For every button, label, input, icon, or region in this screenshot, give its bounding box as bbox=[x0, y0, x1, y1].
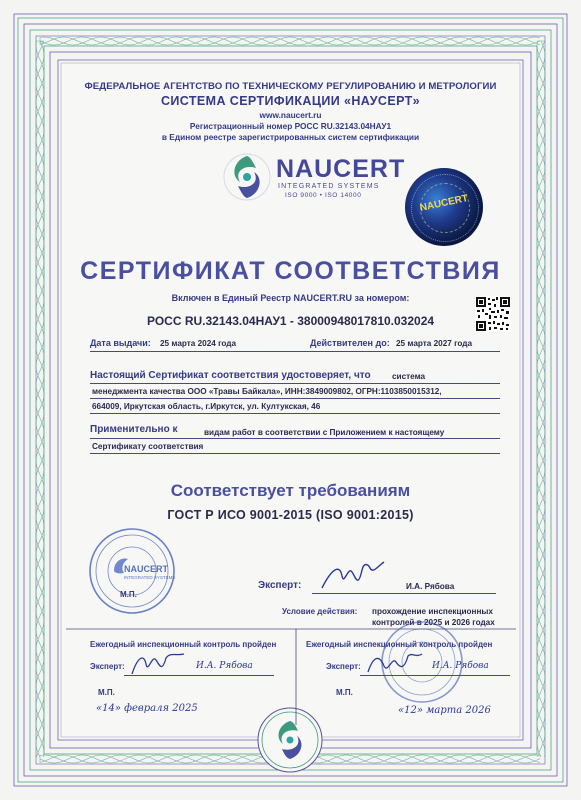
annual-left-title: Ежегодный инспекционный контроль пройден bbox=[90, 640, 277, 649]
annual-left-mp: М.П. bbox=[98, 688, 115, 697]
annual-right-expert-label: Эксперт: bbox=[326, 662, 361, 671]
naucert-logo-icon bbox=[222, 152, 272, 202]
issue-date-label: Дата выдачи: bbox=[90, 338, 151, 348]
annual-left-date: «14» февраля 2025 bbox=[96, 703, 198, 714]
date-underline bbox=[90, 351, 500, 352]
certifies-label: Настоящий Сертификат соответствия удостоверяет, что bbox=[90, 370, 371, 381]
expert-signature bbox=[318, 558, 388, 594]
system-name: СИСТЕМА СЕРТИФИКАЦИИ «НАУСЕРТ» bbox=[160, 94, 421, 108]
bottom-emblem-icon bbox=[268, 718, 312, 762]
logo-iso: ISO 9000 • ISO 14000 bbox=[285, 192, 362, 199]
seal-mp: М.П. bbox=[120, 590, 137, 599]
requirements-heading: Соответствует требованиям bbox=[170, 481, 411, 500]
certifies-value-1: система bbox=[392, 372, 426, 381]
hologram-sticker bbox=[405, 168, 483, 246]
annual-right-title: Ежегодный инспекционный контроль пройден bbox=[306, 640, 493, 649]
applicable-value-2: Сертификату соответствия bbox=[92, 442, 204, 451]
requirements-standard: ГОСТ Р ИСО 9001-2015 (ISO 9001:2015) bbox=[167, 508, 414, 522]
applicable-underline-2 bbox=[90, 453, 500, 454]
issue-date-value: 25 марта 2024 года bbox=[160, 339, 237, 348]
condition-value-2: контролей в 2025 и 2026 годах bbox=[372, 618, 495, 627]
annual-left-underline bbox=[124, 675, 274, 676]
logo-subtitle: INTEGRATED SYSTEMS bbox=[278, 183, 380, 190]
expert-label: Эксперт: bbox=[258, 580, 302, 591]
expert-underline bbox=[312, 593, 496, 594]
annual-left-name: И.А. Рябова bbox=[196, 661, 253, 671]
applicable-value-1: видам работ в соответствии с Приложением к настоящему bbox=[204, 428, 445, 437]
certificate-number: РОСС RU.32143.04НАУ1 - 38000948017810.032024 bbox=[147, 314, 435, 328]
valid-until-label: Действителен до: bbox=[310, 338, 390, 348]
condition-value-1: прохождение инспекционных bbox=[372, 607, 493, 616]
certifies-value-3: 664009, Иркутская область, г.Иркутск, ул. Култукская, 46 bbox=[92, 402, 321, 411]
hologram-text: NAUCERT bbox=[418, 193, 470, 214]
qr-code bbox=[475, 296, 511, 332]
applicable-label: Применительно к bbox=[90, 424, 178, 435]
website: www.naucert.ru bbox=[259, 110, 322, 120]
agency-name: ФЕДЕРАЛЬНОЕ АГЕНТСТВО ПО ТЕХНИЧЕСКОМУ РЕГУЛИРОВАНИЮ И МЕТРОЛОГИИ bbox=[84, 81, 497, 92]
seal-name: NAUCERT bbox=[124, 564, 168, 574]
certifies-underline-2 bbox=[90, 398, 500, 399]
annual-right-mp: М.П. bbox=[336, 688, 353, 697]
annual-right-date: «12» марта 2026 bbox=[398, 705, 491, 716]
registry-note: Включен в Единый Реестр NAUCERT.RU за номером: bbox=[171, 293, 410, 303]
logo-name: NAUCERT bbox=[276, 155, 406, 183]
certificate-title: СЕРТИФИКАТ СООТВЕТСТВИЯ bbox=[80, 257, 501, 285]
applicable-underline-1 bbox=[90, 438, 500, 439]
annual-right-underline bbox=[360, 675, 510, 676]
certifies-underline-3 bbox=[90, 413, 500, 414]
registry-line: в Едином реестре зарегистрированных систем сертификации bbox=[161, 132, 420, 142]
condition-label: Условие действия: bbox=[282, 607, 358, 616]
expert-name: И.А. Рябова bbox=[406, 582, 455, 591]
annual-left-expert-label: Эксперт: bbox=[90, 662, 125, 671]
registration-number: Регистрационный номер РОСС RU.32143.04НАУ1 bbox=[189, 121, 392, 131]
annual-right-name: И.А. Рябова bbox=[432, 661, 489, 671]
valid-until-value: 25 марта 2027 года bbox=[396, 339, 473, 348]
certifies-value-2: менеджмента качества ООО «Травы Байкала», ИНН:3849009802, ОГРН:1103850015312, bbox=[92, 387, 442, 396]
certifies-underline-1 bbox=[90, 383, 500, 384]
seal-sub: INTEGRATED SYSTEMS bbox=[124, 575, 176, 580]
